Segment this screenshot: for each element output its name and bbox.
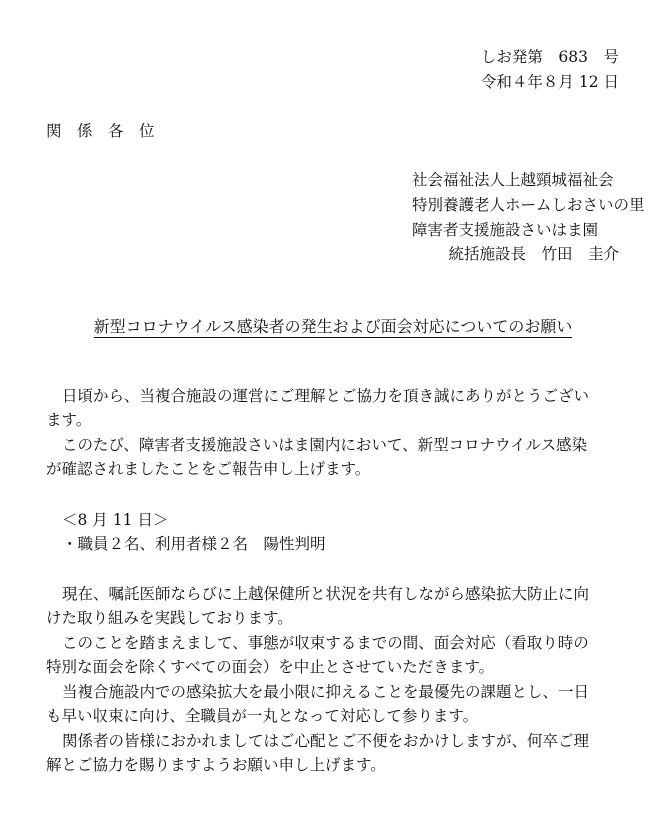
paragraph-4-line-2: 特別な面会を除くすべての面会）を中止とさせていただきます。 <box>46 658 494 676</box>
document-number: しお発第 683 号 <box>480 48 619 66</box>
sender-facility-2: 障害者支援施設さいはま園 <box>412 221 599 239</box>
document-date: 令和４年８月 12 日 <box>480 73 619 91</box>
paragraph-3-line-1: 現在、嘱託医師ならびに上越保健所と状況を共有しながら感染拡大防止に向 <box>62 585 590 603</box>
paragraph-2-line-1: このたび、障害者支援施設さいはま園内において、新型コロナウイルス感染 <box>62 436 588 454</box>
sender-facility-1: 特別養護老人ホームしおさいの里 <box>412 196 645 214</box>
paragraph-2-line-2: が確認されましたことをご報告申し上げます。 <box>46 460 371 478</box>
paragraph-5-line-2: も早い収束に向け、全職員が一丸となって対応して参ります。 <box>46 707 479 725</box>
paragraph-6-line-2: 解とご協力を賜りますようお願い申し上げます。 <box>46 756 386 774</box>
report-item: ・職員２名、利用者様２名 陽性判明 <box>62 535 326 553</box>
paragraph-5-line-1: 当複合施設内での感染拡大を最小限に抑えることを最優先の課題とし、一日 <box>62 683 590 701</box>
report-date: ＜8 月 11 日＞ <box>62 511 169 529</box>
paragraph-3-line-2: けた取り組みを実践しております。 <box>46 609 293 627</box>
paragraph-6-line-1: 関係者の皆様におかれましてはご心配とご不便をおかけしますが、何卒ご理 <box>62 732 590 750</box>
letter-title-text: 新型コロナウイルス感染者の発生および面会対応についてのお願い <box>93 317 573 336</box>
paragraph-1-line-1: 日頃から、当複合施設の運営にご理解とご協力を頂き誠にありがとうござい <box>62 387 590 405</box>
letter-title <box>0 316 666 338</box>
addressee: 関 係 各 位 <box>46 122 155 140</box>
sender-director: 統括施設長 竹田 圭介 <box>448 245 619 263</box>
paragraph-4-line-1: このことを踏まえまして、事態が収束するまでの間、面会対応（看取り時の <box>62 634 589 652</box>
sender-organization: 社会福祉法人上越頸城福祉会 <box>412 171 614 189</box>
paragraph-1-line-2: ます。 <box>46 411 92 429</box>
